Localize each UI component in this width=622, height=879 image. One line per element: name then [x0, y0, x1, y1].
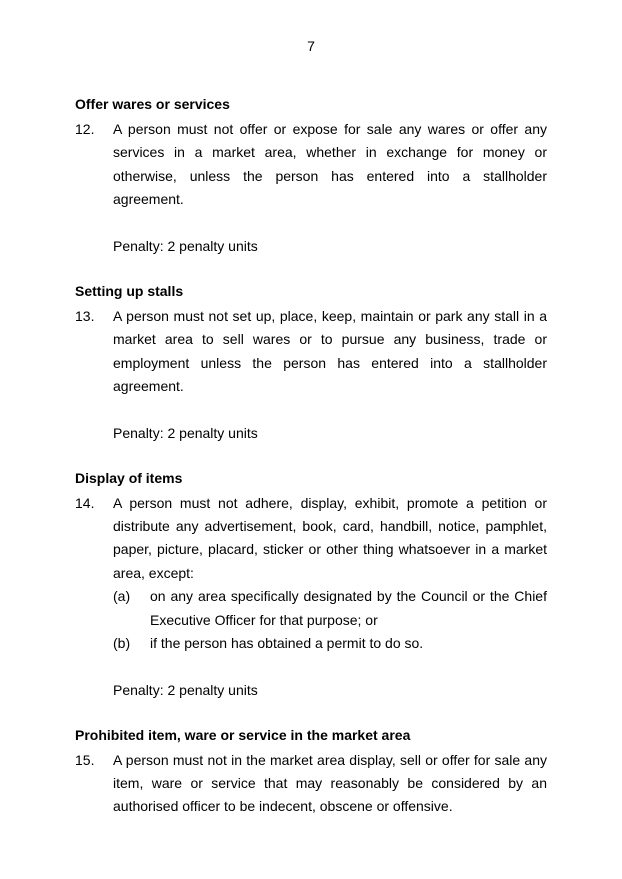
section-heading: Prohibited item, ware or service in the market area [75, 726, 411, 743]
clause-text [75, 118, 547, 212]
page-number: 7 [307, 38, 315, 54]
section-12 [75, 95, 547, 258]
penalty-text: Penalty: 2 penalty units [113, 424, 258, 441]
paragraph-label: (a) [113, 588, 131, 605]
clause-number: 13. [75, 307, 95, 324]
clause-body: A person must not in the market area display, sell or offer for sale any item, ware or service that may reasonably be considered by an authorised officer to be indecent, obscene or offensive. [113, 751, 547, 815]
section-heading: Setting up stalls [75, 282, 184, 299]
paragraph-label: (b) [113, 635, 131, 652]
section-15 [75, 726, 547, 819]
paragraph-body: if the person has obtained a permit to do so. [150, 635, 424, 652]
document-body [75, 95, 547, 842]
section-heading: Offer wares or services [75, 96, 230, 112]
clause-text [75, 492, 547, 586]
clause-number: 12. [75, 121, 95, 137]
paragraph-b [75, 632, 547, 655]
clause-number: 14. [75, 494, 95, 511]
section-14 [75, 469, 547, 703]
clause-body: A person must not set up, place, keep, maintain or park any stall in a market area to sell wares or to pursue any business, trade or employment unless the person has entered into a stallholder agreement. [113, 307, 547, 395]
clause-text [75, 749, 547, 819]
clause-body: A person must not offer or expose for sale any wares or offer any services in a market area, whether in exchange for money or otherwise, unless the person has entered into a stallholder agreement. [113, 121, 547, 208]
penalty-text: Penalty: 2 penalty units [113, 681, 258, 698]
penalty-text: Penalty: 2 penalty units [113, 238, 258, 255]
section-13 [75, 282, 547, 445]
paragraph-a [75, 585, 547, 632]
clause-text [75, 305, 547, 399]
clause-number: 15. [75, 751, 95, 768]
paragraph-body: on any area specifically designated by the Council or the Chief Executive Officer for that purpose; or [150, 588, 547, 628]
clause-body: A person must not adhere, display, exhibit, promote a petition or distribute any advertisement, book, card, handbill, notice, pamphlet, paper, picture, placard, sticker or other thing whatsoever in a market area, except: [113, 494, 547, 581]
section-heading: Display of items [75, 469, 183, 486]
